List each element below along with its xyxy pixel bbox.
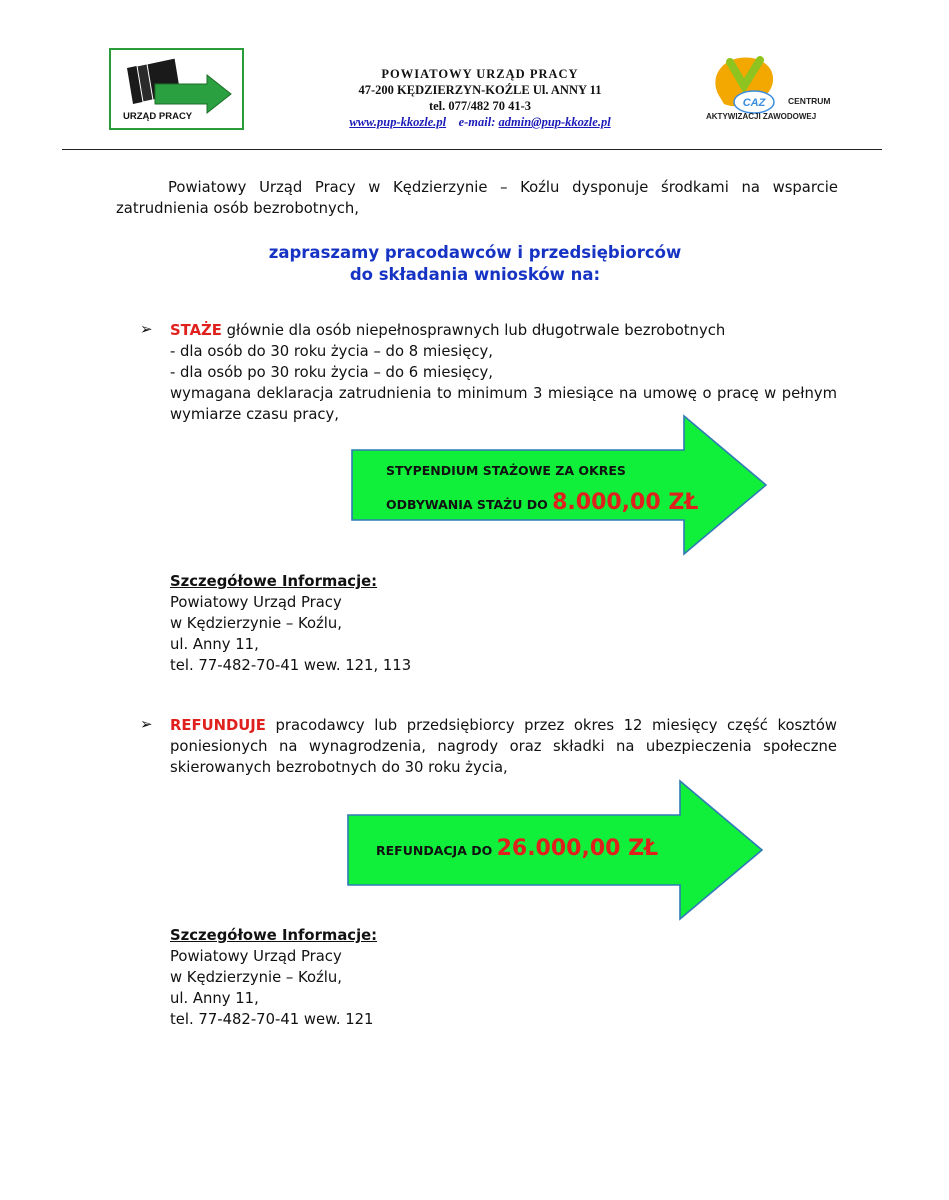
refund-arrow-label: REFUNDACJA DO [376,843,497,858]
office-header [290,66,670,130]
office-phone: tel. 077/482 70 41-3 [428,99,532,113]
internship-lead: głównie dla osób niepełnosprawnych lub długotrwale bezrobotnych [221,322,726,339]
internship-info-heading: Szczegółowe Informacje: [170,573,378,590]
internship-info-line: ul. Anny 11, [170,636,259,653]
internship-line-4: wymagana deklaracja zatrudnienia to minimum 3 miesiące na umowę o pracę w pełnym wymiarze czasu pracy, [170,385,837,423]
urzad-pracy-logo [109,48,244,130]
caz-line2: AKTYWIZACJI ZAWODOWEJ [706,112,817,121]
email-link[interactable]: admin@pup-kkozle.pl [498,115,611,129]
refund-info-line: Powiatowy Urząd Pracy [170,948,342,965]
refund-arrow-label-row [376,836,658,861]
email-label: e-mail: [458,115,496,129]
refund-keyword: REFUNDUJE [170,717,266,734]
refund-section [170,715,837,778]
refund-info-line: ul. Anny 11, [170,990,259,1007]
refund-info [170,925,377,1030]
internship-info-line: tel. 77-482-70-41 wew. 121, 113 [170,657,412,674]
invitation-heading [170,242,780,286]
invitation-line-1: zapraszamy pracodawców i przedsiębiorców [268,243,682,262]
refund-text: pracodawcy lub przedsiębiorcy przez okres 12 miesięcy część kosztów poniesionych na wynagrodzenia, nagrody oraz składki na ubezpieczenia społeczne skierowanych bezrobotnych do 30 roku życia, [170,717,837,776]
internship-arrow-line-1: STYPENDIUM STAŻOWE ZA OKRES [386,463,626,478]
internship-line-2: - dla osób do 30 roku życia – do 8 miesięcy, [170,343,493,360]
internship-info [170,571,411,676]
bullet-arrow-icon: ➢ [140,715,153,733]
refund-info-heading: Szczegółowe Informacje: [170,927,378,944]
office-address: 47-200 KĘDZIERZYN-KOŹLE Ul. ANNY 11 [358,83,602,97]
intro-paragraph: Powiatowy Urząd Pracy w Kędzierzynie – Koźlu dysponuje środkami na wsparcie zatrudnienia osób bezrobotnych, [116,179,838,217]
internship-amount: 8.000,00 ZŁ [552,490,699,515]
caz-badge: CAZ [742,97,766,109]
internship-arrow-label: ODBYWANIA STAŻU DO [386,497,553,512]
internship-line-3: - dla osób po 30 roku życia – do 6 miesięcy, [170,364,493,381]
logo-text: URZĄD PRACY [123,111,193,122]
refund-info-line: tel. 77-482-70-41 wew. 121 [170,1011,374,1028]
refund-info-line: w Kędzierzynie – Koźlu, [170,969,342,986]
header-divider [62,149,882,150]
website-link[interactable]: www.pup-kkozle.pl [349,115,447,129]
internship-info-line: w Kędzierzynie – Koźlu, [170,615,342,632]
internship-section [170,320,837,425]
internship-arrow-shape [350,414,770,556]
internship-info-line: Powiatowy Urząd Pracy [170,594,342,611]
office-name: POWIATOWY URZĄD PRACY [381,67,579,81]
refund-amount: 26.000,00 ZŁ [496,836,659,861]
internship-arrow-line-2 [386,490,698,515]
bullet-arrow-icon: ➢ [140,320,153,338]
caz-logo [700,52,850,132]
internship-keyword: STAŻE [170,322,222,339]
office-links [290,114,670,130]
caz-line1: CENTRUM [788,96,831,106]
invitation-line-2: do składania wniosków na: [349,265,601,284]
